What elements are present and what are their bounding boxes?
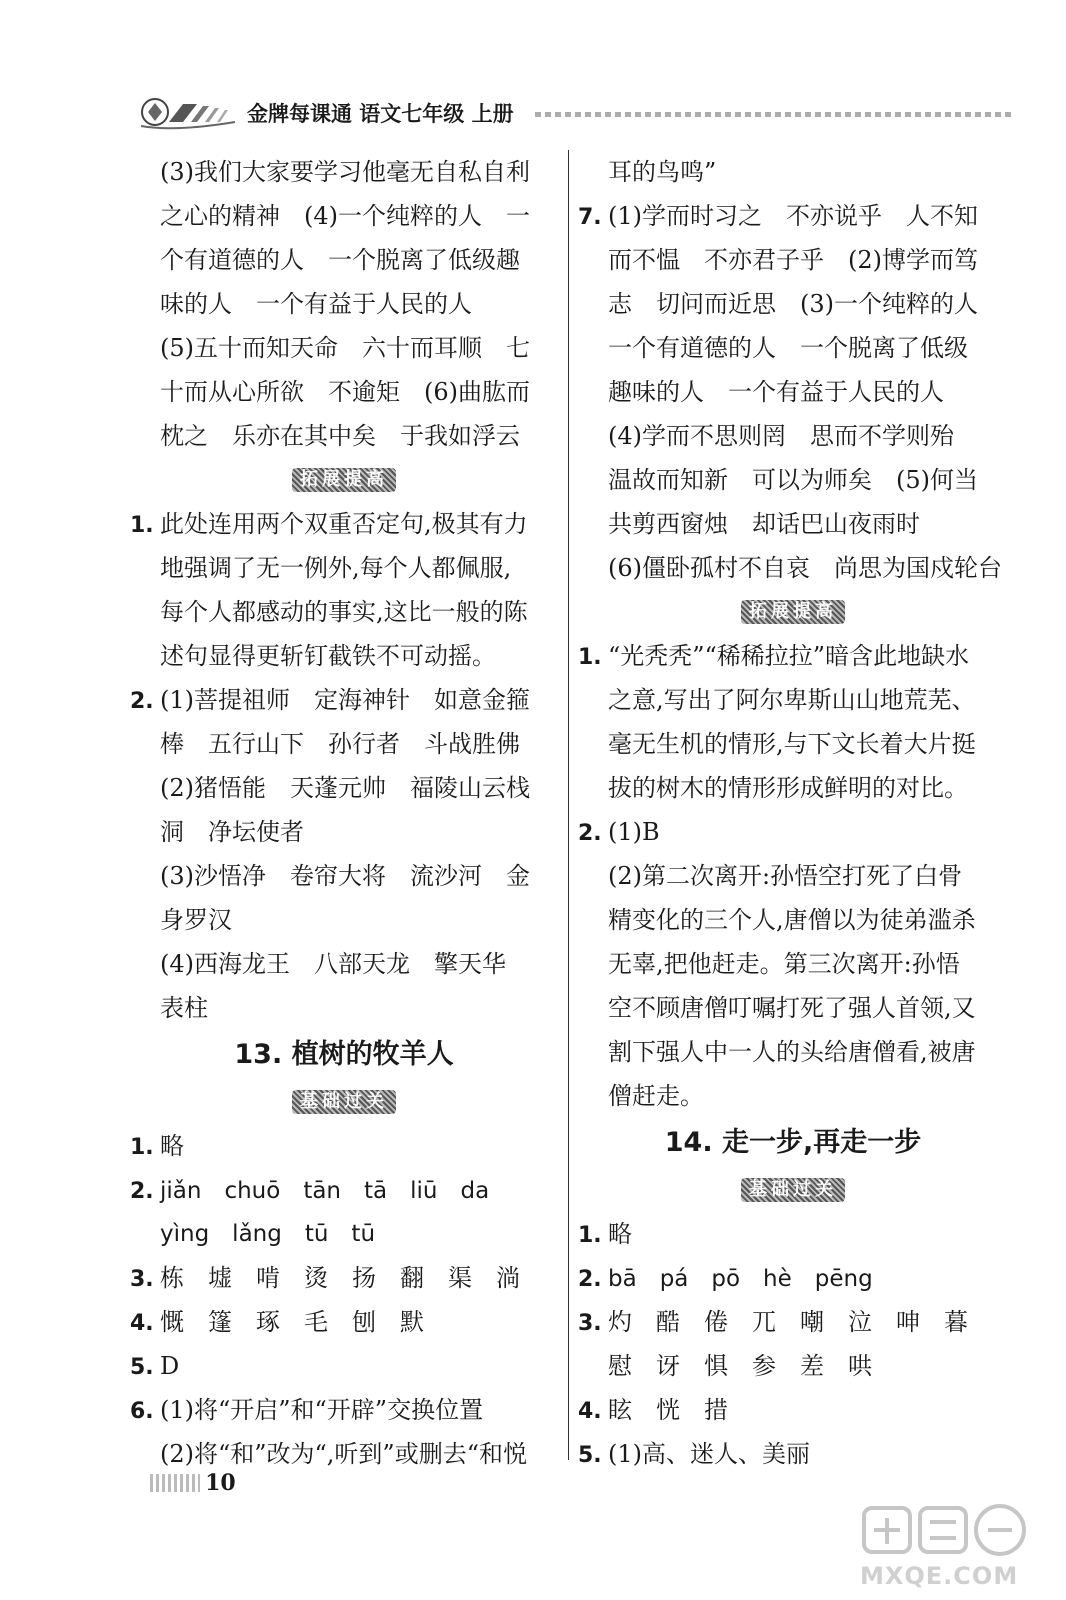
question-number: 1.	[578, 645, 602, 670]
column-divider	[568, 150, 569, 1460]
answer-line: 2. bā pá pō hè pēng	[578, 1256, 1008, 1300]
question-number: 7.	[578, 205, 602, 230]
text-line: (2)将“和”改为“,听到”或删去“和悦	[160, 1440, 527, 1468]
answer-line: 4. 眩 恍 措	[578, 1388, 1008, 1432]
text-line: 表柱	[160, 994, 208, 1022]
text-line: (4)西海龙王 八部天龙 擎天华	[160, 950, 506, 978]
text-line: (2)猪悟能 天蓬元帅 福陵山云栈	[160, 774, 530, 802]
section-badge-extension: 拓展提高	[130, 458, 558, 502]
question-number: 4.	[578, 1399, 602, 1424]
text-line: 共剪西窗烛 却话巴山夜雨时	[608, 510, 920, 538]
page-header	[135, 92, 1015, 136]
answer-line: 7. (1)学而时习之 不亦说乎 人不知	[578, 194, 1008, 238]
text-line: (3)沙悟净 卷帘大将 流沙河 金	[160, 862, 530, 890]
section-badge-extension: 拓展提高	[578, 590, 1008, 634]
question-number: 5.	[130, 1355, 154, 1380]
text-line: 而不愠 不亦君子乎 (2)博学而笃	[608, 246, 978, 274]
question-number: 2.	[130, 689, 154, 714]
text-line: (6)僵卧孤村不自哀 尚思为国戍轮台	[608, 554, 1002, 582]
question-number: 1.	[130, 513, 154, 538]
answer-line: 3. 灼 酷 倦 兀 嘲 泣 呻 暮	[578, 1300, 1008, 1344]
question-number: 6.	[130, 1399, 154, 1424]
text-line: 味的人 一个有益于人民的人	[160, 290, 472, 318]
answer-line: 1. 略	[130, 1124, 558, 1168]
text-line: 无辜,把他赶走。第三次离开:孙悟	[608, 950, 960, 978]
text-line: 温故而知新 可以为师矣 (5)何当	[608, 466, 978, 494]
text-line: 精变化的三个人,唐僧以为徒弟滥杀	[608, 906, 976, 934]
text-line: 毫无生机的情形,与下文长着大片挺	[608, 730, 976, 758]
watermark	[860, 1500, 1030, 1590]
text-line: 空不顾唐僧叮嘱打死了强人首领,又	[608, 994, 976, 1022]
watermark-logo-icon	[860, 1500, 1030, 1560]
answer-line: 6. (1)将“开启”和“开辟”交换位置	[130, 1388, 558, 1432]
text-line: yìng lǎng tū tū	[160, 1221, 376, 1247]
header-title: 金牌每课通 语文七年级 上册	[247, 102, 514, 126]
question-number: 4.	[130, 1311, 154, 1336]
text-line: 个有道德的人 一个脱离了低级趣	[160, 246, 520, 274]
question-number: 1.	[578, 1223, 602, 1248]
left-column	[130, 150, 558, 1476]
question-number: 2.	[130, 1179, 154, 1204]
answer-line: 4. 慨 篷 琢 毛 刨 默	[130, 1300, 558, 1344]
text-line: 割下强人中一人的头给唐僧看,被唐	[608, 1038, 976, 1066]
question-number: 3.	[130, 1267, 154, 1292]
text-line: 耳的鸟鸣”	[608, 158, 717, 186]
text-line: 十而从心所欲 不逾矩 (6)曲肱而	[160, 378, 530, 406]
answer-line: 5. D	[130, 1344, 558, 1388]
lesson-title: 14. 走一步,再走一步	[664, 1127, 922, 1158]
footer-decoration	[150, 1474, 200, 1492]
text-line: 志 切问而近思 (3)一个纯粹的人	[608, 290, 978, 318]
header-rule	[535, 112, 1015, 117]
page-footer	[150, 1470, 236, 1510]
text-line: (3)我们大家要学习他毫无自私自利	[160, 158, 530, 186]
text-line: (4)学而不思则罔 思而不学则殆	[608, 422, 954, 450]
book-logo-icon	[135, 92, 247, 136]
section-badge-basics: 基础过关	[130, 1080, 558, 1124]
answer-line: 1. 此处连用两个双重否定句,极其有力	[130, 502, 558, 546]
question-number: 2.	[578, 821, 602, 846]
watermark-site: MXQE.COM	[860, 1562, 1019, 1590]
right-column	[578, 150, 1008, 1476]
question-number: 3.	[578, 1311, 602, 1336]
answer-line: 2. (1)菩提祖师 定海神针 如意金箍	[130, 678, 558, 722]
text-line: (5)五十而知天命 六十而耳顺 七	[160, 334, 530, 362]
text-line: 地强调了无一例外,每个人都佩服,	[160, 554, 512, 582]
lesson-title: 13. 植树的牧羊人	[234, 1039, 454, 1070]
text-line: 僧赶走。	[608, 1082, 704, 1110]
section-badge-basics: 基础过关	[578, 1168, 1008, 1212]
answer-line: 1. 略	[578, 1212, 1008, 1256]
text-line: 拔的树木的情形形成鲜明的对比。	[608, 774, 968, 802]
text-line: 之意,写出了阿尔卑斯山山地荒芜、	[608, 686, 976, 714]
answer-line: 3. 栋 墟 啃 烫 扬 翻 渠 淌	[130, 1256, 558, 1300]
question-number: 5.	[578, 1443, 602, 1468]
answer-line: 2. jiǎn chuō tān tā liū da	[130, 1168, 558, 1212]
answer-line: 2. (1)B	[578, 810, 1008, 854]
text-line: (2)第二次离开:孙悟空打死了白骨	[608, 862, 963, 890]
text-line: 身罗汉	[160, 906, 232, 934]
question-number: 1.	[130, 1135, 154, 1160]
text-line: 慰 讶 惧 参 差 哄	[608, 1352, 872, 1380]
text-line: 每个人都感动的事实,这比一般的陈	[160, 598, 528, 626]
question-number: 2.	[578, 1267, 602, 1292]
text-line: 洞 净坛使者	[160, 818, 304, 846]
answer-line: 1. “光秃秃”“稀稀拉拉”暗含此地缺水	[578, 634, 1008, 678]
text-line: 棒 五行山下 孙行者 斗战胜佛	[160, 730, 520, 758]
answer-line: 5. (1)高、迷人、美丽	[578, 1432, 1008, 1476]
page-number: 10	[205, 1470, 236, 1496]
text-line: 枕之 乐亦在其中矣 于我如浮云	[160, 422, 520, 450]
text-line: 之心的精神 (4)一个纯粹的人 一	[160, 202, 530, 230]
text-line: 一个有道德的人 一个脱离了低级	[608, 334, 968, 362]
text-line: 趣味的人 一个有益于人民的人	[608, 378, 944, 406]
text-line: 述句显得更斩钉截铁不可动摇。	[160, 642, 496, 670]
